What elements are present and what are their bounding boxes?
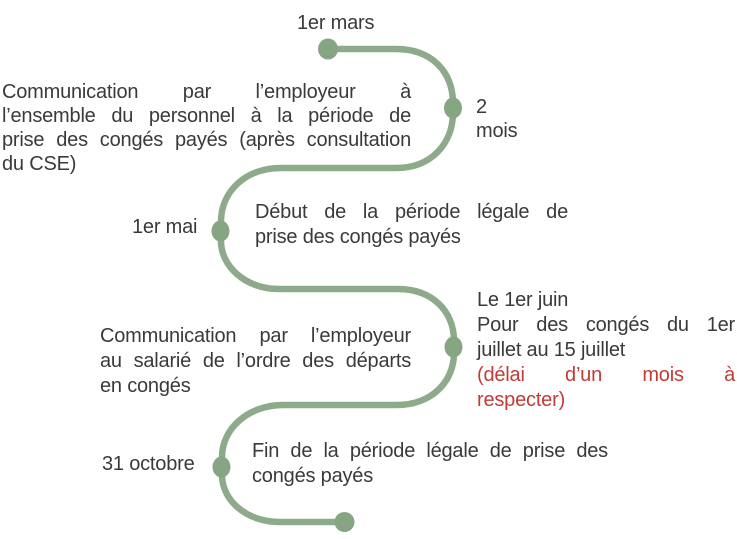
- text-line: 2: [476, 96, 487, 118]
- text-line: l’ensemble du personnel à la période de: [2, 105, 411, 127]
- text-line: Pour des congés du 1er: [477, 314, 735, 336]
- start-date-label: 1er mars: [297, 12, 375, 34]
- text-line: congés payés: [252, 465, 374, 487]
- text-line: juillet au 15 juillet: [477, 339, 626, 361]
- timeline-dot-start: [318, 39, 338, 60]
- timeline-dot-31-octobre: [213, 457, 231, 478]
- text-line: Le 1er juin: [477, 289, 569, 311]
- step3-description-block: [100, 324, 411, 399]
- step3-example-block: [477, 288, 735, 413]
- text-line: Début de la période légale de: [255, 201, 568, 223]
- text-line: du CSE): [2, 153, 77, 175]
- step4-date-label: 31 octobre: [102, 453, 195, 475]
- step2-description-block: [255, 200, 568, 250]
- warning-text-line: (délai d’un mois à: [477, 364, 735, 386]
- timeline-dot-2mois: [444, 98, 462, 119]
- text-line: Fin de la période légale de prise des: [252, 440, 608, 462]
- timeline-dot-1er-mai: [212, 221, 230, 242]
- text-line: Communication par l’employeur à: [2, 81, 411, 103]
- timeline-dot-1er-juin: [445, 337, 463, 358]
- step4-description-block: [252, 439, 608, 489]
- text-line: prise des congés payés: [255, 226, 461, 248]
- text-line: Communication par l’employeur: [100, 325, 411, 347]
- timeline-dot-end: [335, 512, 355, 532]
- text-line: mois: [476, 120, 518, 142]
- warning-text-line: respecter): [477, 389, 566, 411]
- step1-description-block: [2, 80, 411, 176]
- step2-date-label: 1er mai: [132, 216, 198, 238]
- text-line: au salarié de l’ordre des départs: [100, 350, 411, 372]
- text-line: prise des congés payés (après consultation: [2, 129, 411, 151]
- text-line: en congés: [100, 375, 191, 397]
- step1-duration-label: [476, 95, 517, 143]
